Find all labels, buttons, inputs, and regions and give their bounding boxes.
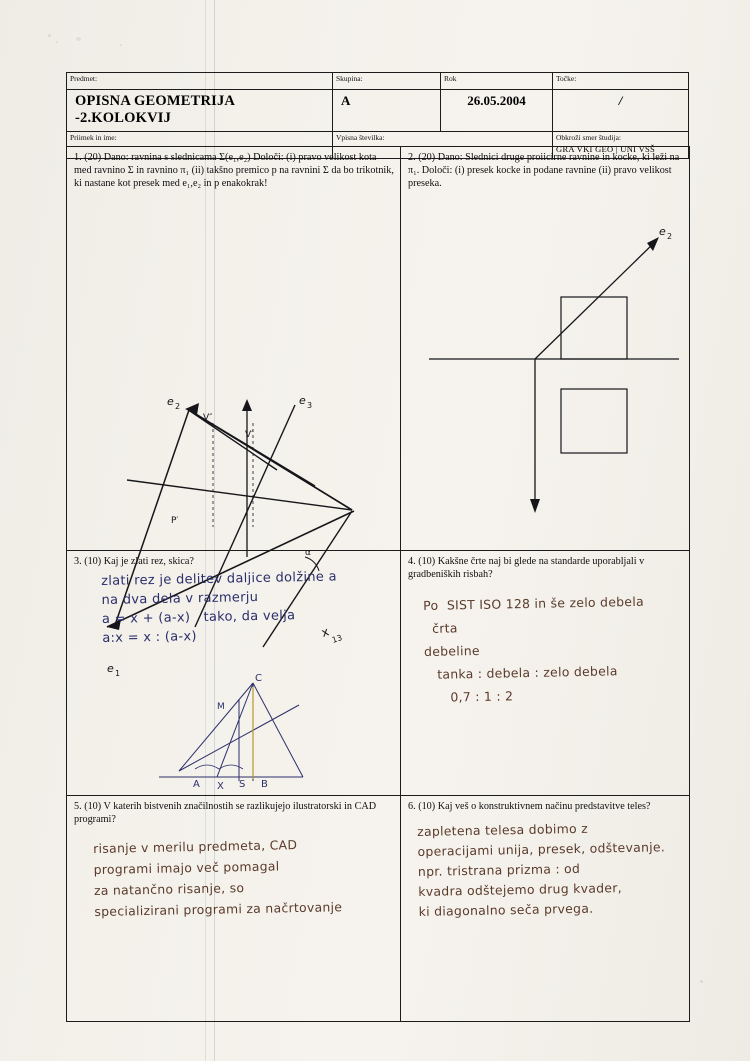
question-3-answer[interactable]: zlati rez je delitev daljice dolžine a na dva dela v razmerju a = x + (a-x) tako, da velja a:x = x : (a-x) — [101, 569, 337, 646]
question-2-text: 2. (20) Dano: Slednici druge proiicirne ravnine in kocke, ki leži na π₁. Določi: (i) presek kocke in podane ravnine (ii) pravo velikost preseka. — [408, 152, 680, 190]
label-Vpp: V″ — [203, 413, 213, 423]
label-S: S — [239, 779, 246, 790]
paper-speck — [76, 37, 81, 41]
label-e2-q2: e — [659, 225, 666, 238]
label-alpha: α — [305, 548, 311, 558]
paper-speck — [56, 41, 58, 43]
svg-text:2: 2 — [175, 402, 181, 411]
points-label: Točke: — [556, 74, 577, 83]
question-4-text: 4. (10) Kakšne črte naj bi glede na standarde uporabljali v gradbeniških risbah? — [408, 556, 645, 581]
date-label: Rok — [444, 74, 457, 83]
paper-speck — [48, 34, 51, 37]
group-label: Skupina: — [336, 74, 363, 83]
svg-text:2: 2 — [667, 232, 673, 241]
question-5-text: 5. (10) V katerih bistvenih značilnostih se razlikujejo ilustratorski in CAD programi? — [74, 801, 377, 826]
label-B: B — [261, 779, 268, 790]
answers-grid — [66, 146, 690, 1022]
question-3-cell — [67, 551, 400, 795]
question-4-cell — [401, 551, 688, 795]
question-5-cell — [67, 796, 400, 1021]
question-2-cell — [401, 147, 688, 550]
study-label: Obkroži smer študija: — [556, 133, 621, 142]
question-2-figure — [401, 207, 688, 557]
label-X: X — [217, 781, 224, 792]
svg-text:1: 1 — [115, 669, 121, 678]
question-4-answer[interactable]: Po SIST ISO 128 in še zelo debela črta debeline tanka : debela : zelo debela 0,7 : 1 : 2 — [423, 593, 645, 705]
label-Vp: V′ — [245, 430, 254, 440]
name-label: Priimek in ime: — [70, 133, 117, 142]
svg-text:13: 13 — [330, 633, 344, 645]
question-5-answer[interactable]: risanje v merilu predmeta, CAD programi imajo več pomagal za natančno risanje, so specializirani programi za načrtovanje — [93, 837, 343, 920]
group-value: A — [341, 93, 351, 108]
label-C: C — [255, 673, 262, 684]
paper-speck — [700, 980, 703, 983]
question-6-cell — [401, 796, 688, 1021]
label-M: M — [217, 702, 225, 712]
subject-label: Predmet: — [70, 74, 98, 83]
exam-title: OPISNA GEOMETRIJA -2.KOLOKVIJ — [75, 93, 235, 126]
index-label: Vpisna številka: — [336, 133, 385, 142]
label-x13: x — [319, 624, 331, 640]
study-options[interactable]: GRA VKI GEO | UNI VSŠ — [556, 144, 656, 154]
question-1-text: 1. (20) Dano: ravnina s slednicama Σ(e₁,e₂) Določi: (i) pravo velikost kota med ravnino Σ in ravnino π₁ (ii) takšno premico p na ravnini Σ da bo trikotnik, ki nastane kot presek med e₁,e₂ in p enakokrak! — [74, 152, 394, 190]
label-e2: e — [167, 395, 174, 408]
label-e1: e — [107, 662, 114, 675]
label-Pp: P′ — [171, 516, 179, 526]
question-3-sketch — [67, 669, 400, 792]
label-A: A — [193, 779, 200, 790]
label-e3: e — [299, 394, 306, 407]
question-6-text: 6. (10) Kaj veš o konstruktivnem načinu predstavitve teles? — [408, 801, 651, 812]
points-value: / — [618, 93, 623, 108]
question-3-text: 3. (10) Kaj je zlati rez, skica? — [74, 556, 194, 567]
date-value: 26.05.2004 — [467, 93, 526, 108]
svg-text:3: 3 — [307, 401, 313, 410]
paper-speck — [120, 44, 122, 46]
question-6-answer[interactable]: zapletena telesa dobimo z operacijami unija, presek, odštevanje. npr. tristrana prizma : od kvadra odštejemo drug kvader, ki diagonalno seča prvega. — [417, 820, 666, 920]
